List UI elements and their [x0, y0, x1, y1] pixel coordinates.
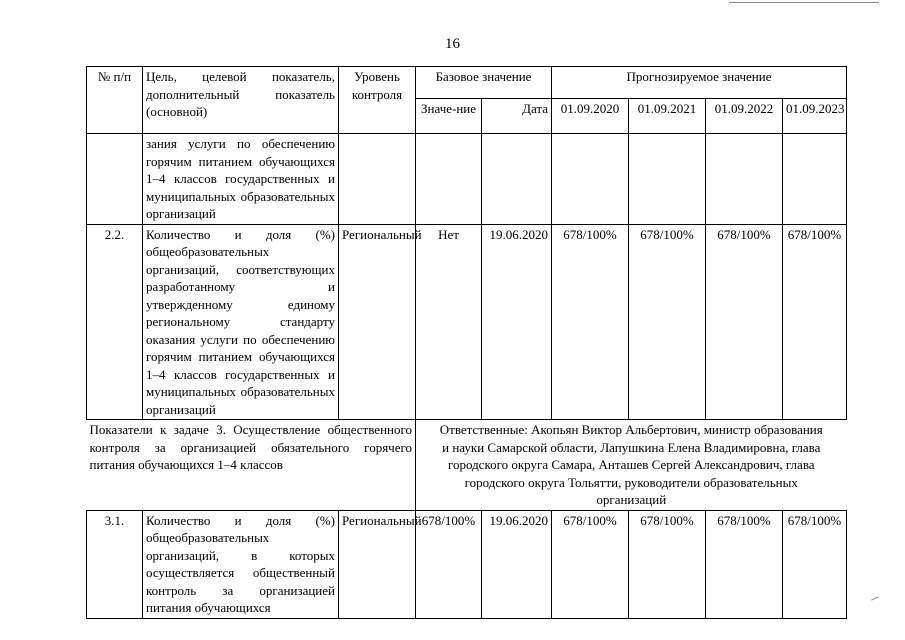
header-forecast: Прогнозируемое значение — [552, 67, 847, 99]
row-3-1-value-2022: 678/100% — [706, 510, 783, 618]
row-2-2-base-date: 19.06.2020 — [482, 224, 552, 420]
table-row-2-2 — [87, 224, 847, 420]
header-num: № п/п — [87, 67, 143, 134]
section-3-responsible: Ответственные: Акопьян Виктор Альбертович, министр образования и науки Самарской области, Лапушкина Елена Владимировна, глава городского округа Самара, Анташев Сергей Александрович, глава городского округа Тольятти, руководители образовательных организаций — [416, 420, 847, 511]
section-3-row — [87, 420, 847, 511]
header-base: Базовое значение — [416, 67, 552, 99]
header-level: Уровень контроля — [339, 67, 416, 134]
cell-empty — [783, 134, 847, 225]
row-2-2-goal: Количество и доля (%) общеобразовательных организаций, соответствующих разработанному и утвержденному единому региональному стандарту оказания услуги по обеспечению горячим питанием обучающихся 1–4 классов государственных и муниципальных образовательных организаций — [143, 224, 339, 420]
row-3-1-base-value: 678/100% — [416, 510, 482, 618]
row-3-1-level: Региональный — [339, 510, 416, 618]
row-3-1-base-date: 19.06.2020 — [482, 510, 552, 618]
scan-mark-bottom — [871, 596, 879, 600]
cell-empty — [87, 134, 143, 225]
continuation-goal: зания услуги по обеспечению горячим питанием обучающихся 1–4 классов государственных и муниципальных образовательных организаций — [143, 134, 339, 225]
indicators-table — [86, 66, 847, 619]
cell-empty — [629, 134, 706, 225]
row-2-2-value-2021: 678/100% — [629, 224, 706, 420]
row-3-1-value-2021: 678/100% — [629, 510, 706, 618]
row-2-2-level: Региональный — [339, 224, 416, 420]
row-2-2-value-2023: 678/100% — [783, 224, 847, 420]
header-date-2021: 01.09.2021 — [629, 99, 706, 134]
row-3-1-value-2020: 678/100% — [552, 510, 629, 618]
table-row-continuation — [87, 134, 847, 225]
header-base-date: Дата — [482, 99, 552, 134]
cell-empty — [339, 134, 416, 225]
row-3-1-goal: Количество и доля (%) общеобразовательных организаций, в которых осуществляется общественный контроль за организацией питания обучающихся — [143, 510, 339, 618]
header-date-2020: 01.09.2020 — [552, 99, 629, 134]
header-date-2022: 01.09.2022 — [706, 99, 783, 134]
cell-empty — [416, 134, 482, 225]
row-2-2-value-2022: 678/100% — [706, 224, 783, 420]
header-date-2023: 01.09.2023 — [783, 99, 847, 134]
row-2-2-base-value: Нет — [416, 224, 482, 420]
table-row-3-1 — [87, 510, 847, 618]
page-number: 16 — [445, 36, 460, 52]
header-goal: Цель, целевой показатель, дополнительный показатель (основной) — [143, 67, 339, 134]
scan-mark-top — [729, 2, 879, 3]
section-3-title: Показатели к задаче 3. Осуществление общественного контроля за организацией обязательного горячего питания обучающихся 1–4 классов — [87, 420, 416, 511]
cell-empty — [482, 134, 552, 225]
row-2-2-value-2020: 678/100% — [552, 224, 629, 420]
cell-empty — [706, 134, 783, 225]
row-3-1-value-2023: 678/100% — [783, 510, 847, 618]
header-base-value: Значе-ние — [416, 99, 482, 134]
row-2-2-num: 2.2. — [87, 224, 143, 420]
row-3-1-num: 3.1. — [87, 510, 143, 618]
cell-empty — [552, 134, 629, 225]
